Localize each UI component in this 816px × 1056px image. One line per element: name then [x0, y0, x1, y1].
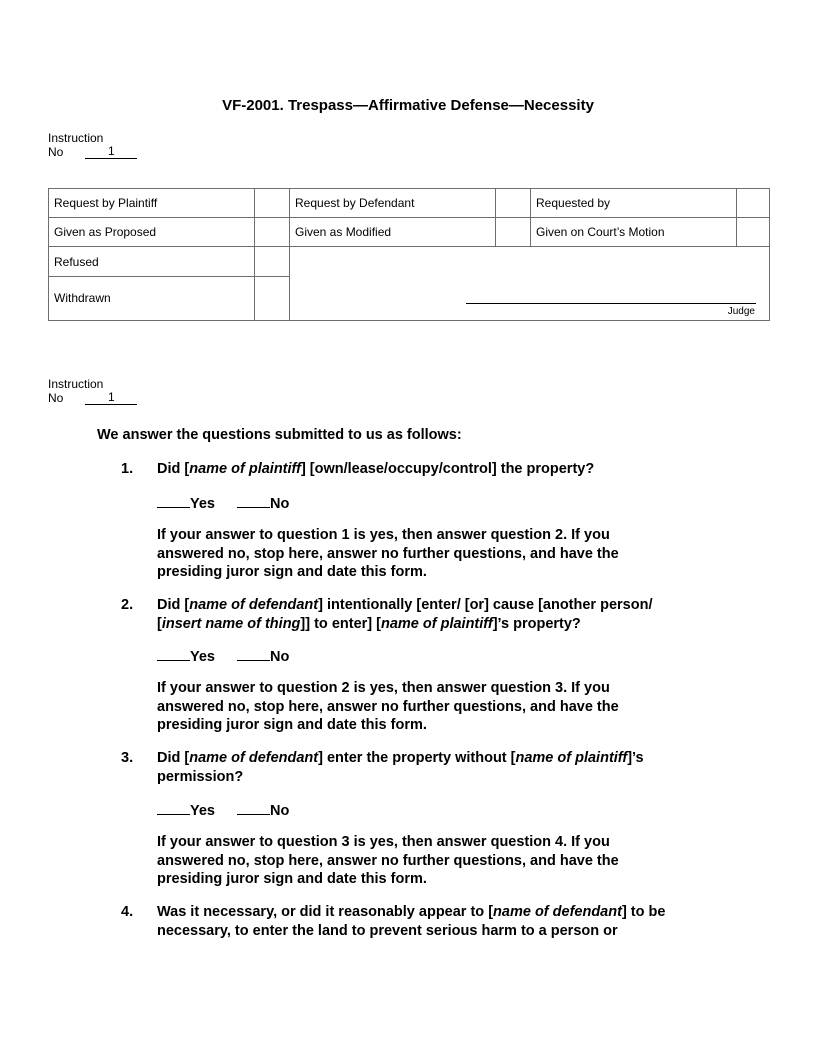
- question-1-text: Did [name of plaintiff] [own/lease/occupy/control] the property?: [157, 461, 595, 477]
- placeholder-name-of-plaintiff: name of plaintiff: [189, 461, 301, 477]
- instruction-number-block: [48, 131, 137, 159]
- no-blank[interactable]: [237, 800, 270, 815]
- placeholder-name-of-defendant: name of defendant: [493, 904, 622, 920]
- request-status-table: [48, 188, 770, 321]
- withdrawn-checkbox[interactable]: [255, 276, 290, 320]
- question-3-instruction: If your answer to question 3 is yes, then answer question 4. If you answered no, stop here, answer no further questions, and have the presiding juror sign and date this form.: [157, 834, 619, 887]
- question-number: 3.: [121, 750, 134, 766]
- instruction-label: Instruction: [48, 377, 104, 391]
- question-1-instruction: If your answer to question 1 is yes, then answer question 2. If you answered no, stop here, answer no further questions, and have the presiding juror sign and date this form.: [157, 527, 619, 580]
- judge-signature-line[interactable]: [466, 303, 756, 304]
- judge-signature-area: [290, 247, 770, 321]
- instruction-number-block: [48, 377, 137, 405]
- form-title: VF-2001. Trespass—Affirmative Defense—Necessity: [222, 97, 594, 114]
- placeholder-name-of-defendant: name of defendant: [189, 750, 319, 766]
- yes-blank[interactable]: [157, 493, 190, 508]
- requested-by-label: Requested by: [531, 189, 737, 218]
- yes-blank[interactable]: [157, 800, 190, 815]
- no-blank[interactable]: [237, 646, 270, 661]
- withdrawn-label: Withdrawn: [49, 276, 255, 320]
- no-label: No: [270, 496, 290, 512]
- intro-statement: We answer the questions submitted to us as follows:: [97, 427, 462, 443]
- instruction-label: Instruction: [48, 131, 104, 145]
- question-4-text: Was it necessary, or did it reasonably appear to [name of defendant] to be necessary, to enter the land to prevent serious harm to a person or: [157, 904, 666, 939]
- question-2-text: Did [name of defendant] intentionally [enter/ [or] cause [another person/ [insert name of thing]] to enter] [name of plaintiff]’s property?: [157, 597, 653, 632]
- given-on-courts-motion-checkbox[interactable]: [737, 218, 770, 247]
- requested-by-checkbox[interactable]: [737, 189, 770, 218]
- given-as-proposed-checkbox[interactable]: [255, 218, 290, 247]
- judge-label: Judge: [727, 306, 755, 318]
- placeholder-name-of-defendant: name of defendant: [189, 597, 319, 613]
- placeholder-insert-name-of-thing: insert name of thing: [161, 615, 301, 632]
- instruction-no-field[interactable]: 1: [85, 145, 137, 159]
- request-by-defendant-checkbox[interactable]: [496, 189, 531, 218]
- instruction-no-field[interactable]: 1: [85, 391, 137, 405]
- yes-label: Yes: [190, 803, 215, 819]
- question-1-answer: [157, 493, 289, 514]
- yes-blank[interactable]: [157, 646, 190, 661]
- question-3-text: Did [name of defendant] enter the property without [name of plaintiff]’s permission?: [157, 750, 644, 785]
- instruction-no-label: No: [48, 145, 64, 159]
- question-3-answer: [157, 800, 289, 821]
- question-2-answer: [157, 646, 289, 667]
- request-by-plaintiff-label: Request by Plaintiff: [49, 189, 255, 218]
- given-as-proposed-label: Given as Proposed: [49, 218, 255, 247]
- yes-label: Yes: [190, 649, 215, 665]
- question-2-instruction: If your answer to question 2 is yes, then answer question 3. If you answered no, stop here, answer no further questions, and have the presiding juror sign and date this form.: [157, 680, 619, 733]
- refused-checkbox[interactable]: [255, 247, 290, 276]
- question-number: 2.: [121, 597, 134, 613]
- request-by-plaintiff-checkbox[interactable]: [255, 189, 290, 218]
- question-number: 1.: [121, 461, 134, 477]
- request-by-defendant-label: Request by Defendant: [290, 189, 496, 218]
- yes-label: Yes: [190, 496, 215, 512]
- given-on-courts-motion-label: Given on Court’s Motion: [531, 218, 737, 247]
- question-number: 4.: [121, 904, 134, 920]
- no-label: No: [270, 803, 290, 819]
- given-as-modified-checkbox[interactable]: [496, 218, 531, 247]
- instruction-no-label: No: [48, 391, 64, 405]
- no-label: No: [270, 649, 290, 665]
- refused-label: Refused: [49, 247, 255, 276]
- given-as-modified-label: Given as Modified: [290, 218, 496, 247]
- placeholder-name-of-plaintiff: name of plaintiff: [515, 750, 628, 766]
- no-blank[interactable]: [237, 493, 270, 508]
- placeholder-name-of-plaintiff: name of plaintiff: [380, 615, 493, 632]
